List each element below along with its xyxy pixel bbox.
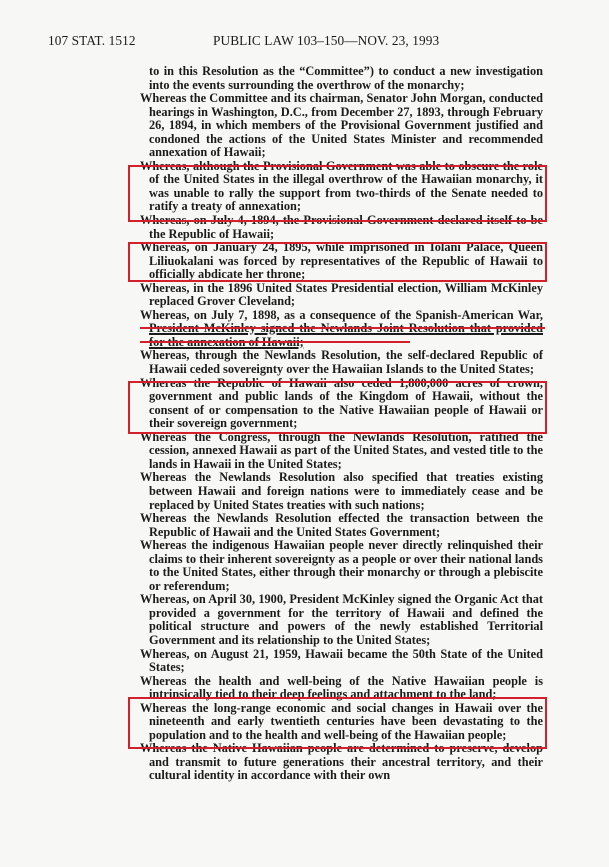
paragraph: Whereas, through the Newlands Resolution, the self-declared Republic of Hawaii ceded sovereignty over the Hawaiian Islands to the United States; bbox=[140, 348, 543, 377]
page-header bbox=[0, 33, 609, 51]
paragraph-lead: Whereas, on July 7, 1898, as a consequence of the Spanish-American War, bbox=[140, 307, 543, 322]
paragraph: Whereas, on August 21, 1959, Hawaii became the 50th State of the United States; bbox=[140, 646, 543, 675]
highlight-box-ceded-lands bbox=[128, 381, 547, 434]
paragraph-underlined bbox=[140, 309, 543, 350]
paragraph: Whereas the Congress, through the Newlands Resolution, ratified the cession, annexed Hawaii as part of the United States, and vested title to the lands in Hawaii in the United States; bbox=[140, 429, 543, 471]
underlined-text bbox=[149, 321, 543, 349]
paragraph: Whereas, in the 1896 United States Presidential election, William McKinley replaced Grover Cleveland; bbox=[140, 280, 543, 309]
paragraph-highlighted: Whereas the Republic of Hawaii also ceded 1,800,000 acres of crown, government and public lands of the Kingdom of Hawaii, without the consent of or compensation to the Native Hawaiian people of Hawaii or their sovereign government; bbox=[140, 375, 543, 431]
paragraph: Whereas the indigenous Hawaiian people never directly relinquished their claims to their inherent sovereignty as a people or over their national lands to the United States, either through their monarchy or through a plebiscite or referendum; bbox=[140, 538, 543, 593]
highlight-box-queen-abdication bbox=[128, 242, 547, 282]
highlight-box-devastation bbox=[128, 697, 547, 749]
paragraph: Whereas the Newlands Resolution effected the transaction between the Republic of Hawaii and the United States Government; bbox=[140, 511, 543, 539]
underline-mckinley-signing bbox=[140, 327, 545, 329]
underline-annexation-provision bbox=[140, 341, 410, 343]
paragraph: to in this Resolution as the “Committee”) to conduct a new investigation into the events surrounding the overthrow of the monarchy; bbox=[149, 64, 543, 92]
paragraph-highlighted: Whereas, although the Provisional Government was able to obscure the role of the United States in the illegal overthrow of the Hawaiian monarchy, it was unable to rally the support from two-thirds of the Senate needed to ratify a treaty of annexation; bbox=[140, 158, 543, 214]
paragraph-highlighted: Whereas, on January 24, 1895, while imprisoned in Iolani Palace, Queen Liliuokalani was forced by representatives of the Republic of Hawaii to officially abdicate her throne; bbox=[140, 240, 543, 282]
law-title-date: PUBLIC LAW 103–150—NOV. 23, 1993 bbox=[213, 33, 440, 48]
highlight-box-annexation-treaty bbox=[128, 165, 547, 222]
paragraph: Whereas the Committee and its chairman, Senator John Morgan, conducted hearings in Washington, D.C., from December 27, 1893, through February 26, 1894, in which members of the Provisional Government justified and condoned the actions of the United States Minister and recommended annexation of Hawaii; bbox=[140, 91, 543, 160]
paragraph: Whereas the Newlands Resolution also specified that treaties existing between Hawaii and foreign nations were to immediately cease and be replaced by United States treaties with such nations; bbox=[140, 470, 543, 512]
paragraph-highlighted: Whereas the long-range economic and social changes in Hawaii over the nineteenth and early twentieth centuries have been devastating to the population and to the health and well-being of the Hawaiian people; bbox=[140, 700, 543, 742]
paragraph: Whereas, on April 30, 1900, President McKinley signed the Organic Act that provided a government for the territory of Hawaii and defined the political structure and powers of the newly established Territorial Government and its relationship to the United States; bbox=[140, 592, 543, 647]
paragraph: Whereas, on July 4, 1894, the Provisional Government declared itself to be the Republic of Hawaii; bbox=[140, 213, 543, 241]
stat-citation: 107 STAT. 1512 bbox=[48, 33, 136, 48]
paragraph: Whereas the health and well-being of the Native Hawaiian people is intrinsically tied to their deep feelings and attachment to the land; bbox=[140, 673, 543, 702]
paragraph: Whereas the Native Hawaiian people are determined to preserve, develop and transmit to future generations their ancestral territory, and their cultural identity in accordance with their own bbox=[140, 741, 543, 783]
